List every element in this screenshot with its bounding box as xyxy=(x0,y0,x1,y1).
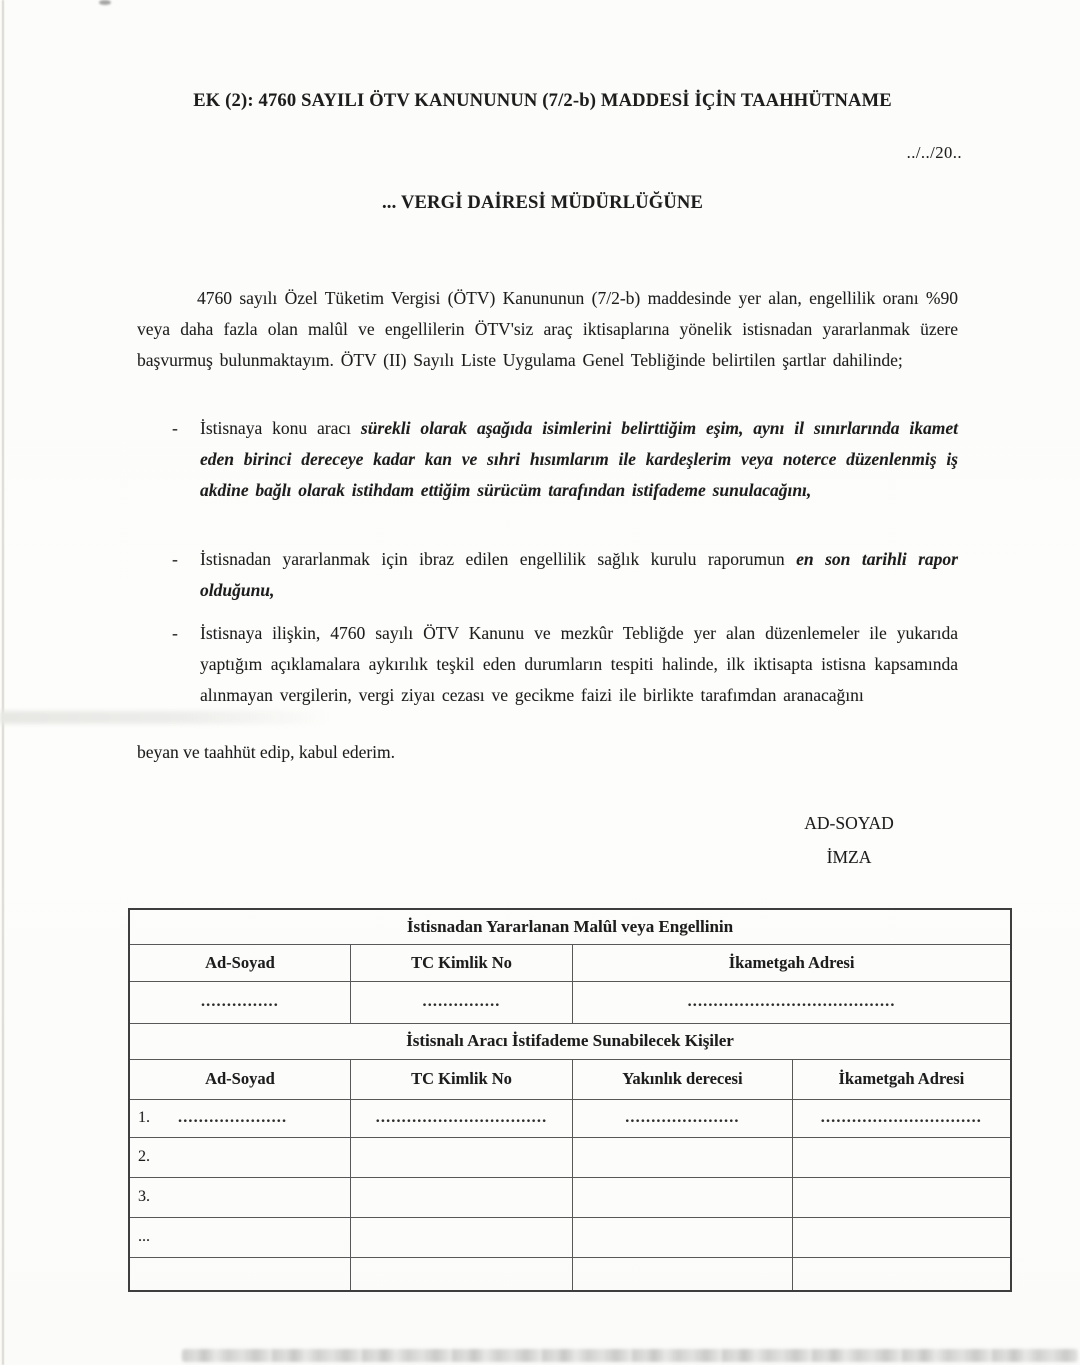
section2-header-degree: Yakınlık derecesi xyxy=(573,1059,793,1099)
intro-paragraph: 4760 sayılı Özel Tüketim Vergisi (ÖTV) Kanununun (7/2-b) maddesinde yer alan, engellilik oranı %90 veya daha fazla olan malûl ve engellilerin ÖTV'siz araç iktisaplarına yönelik istisnadan yararlanmak üzere başvurmuş bulunmaktayım. ÖTV (II) Sayılı Liste Uygulama Genel Tebliğinde belirtilen şartlar dahilinde; xyxy=(137,288,958,370)
scan-bottom-smudge-artifact xyxy=(182,1349,1078,1362)
section2-header-tc: TC Kimlik No xyxy=(350,1059,572,1099)
section2-cell-address xyxy=(792,1177,1011,1217)
row-number: 1. xyxy=(138,1109,150,1126)
bullet-text xyxy=(200,618,958,711)
section2-cell-name xyxy=(129,1137,350,1177)
table-row xyxy=(129,1257,1011,1291)
bullet-item-3 xyxy=(170,618,958,711)
table-row xyxy=(129,1023,1011,1059)
section2-cell-tc xyxy=(350,1177,572,1217)
section2-title: İstisnalı Aracı İstifademe Sunabilecek Kişiler xyxy=(129,1023,1011,1059)
bullet-item-2 xyxy=(170,544,958,606)
bullet-dash: - xyxy=(172,623,178,643)
section2-cell-address: ............................... xyxy=(792,1099,1011,1137)
section2-cell-address xyxy=(792,1137,1011,1177)
section2-cell-degree xyxy=(573,1217,793,1257)
signature-sign-line: İMZA xyxy=(826,847,872,867)
addressee-line: ... VERGİ DAİRESİ MÜDÜRLÜĞÜNE xyxy=(381,193,704,213)
section2-header-name: Ad-Soyad xyxy=(129,1059,350,1099)
bullet-dash: - xyxy=(172,418,178,438)
scan-left-edge-artifact xyxy=(2,0,4,1365)
section2-cell-tc xyxy=(350,1257,572,1291)
section1-header-tc: TC Kimlik No xyxy=(350,944,572,981)
closing-statement: beyan ve taahhüt edip, kabul ederim. xyxy=(137,742,396,762)
section1-cell-name: ............... xyxy=(129,981,350,1023)
table-row xyxy=(129,1099,1011,1137)
section1-title: İstisnadan Yararlanan Malûl veya Engellinin xyxy=(129,909,1011,944)
bullet-item-1 xyxy=(170,413,958,506)
section2-cell-name xyxy=(129,1099,350,1137)
row-number: 2. xyxy=(138,1148,150,1165)
cell-dots xyxy=(160,1265,178,1282)
bullet-dash: - xyxy=(172,549,178,569)
table-row xyxy=(129,944,1011,981)
section1-cell-address: ........................................ xyxy=(573,981,1011,1023)
document-title: EK (2): 4760 SAYILI ÖTV KANUNUNUN (7/2-b) MADDESİ İÇİN TAAHHÜTNAME xyxy=(193,91,892,111)
section1-cell-tc: ............... xyxy=(350,981,572,1023)
section2-header-address: İkametgah Adresi xyxy=(792,1059,1011,1099)
table-row xyxy=(129,909,1011,944)
table-row xyxy=(129,1217,1011,1257)
row-number: 3. xyxy=(138,1188,150,1205)
section2-cell-name xyxy=(129,1217,350,1257)
section2-cell-degree xyxy=(573,1257,793,1291)
signature-block xyxy=(740,806,958,874)
cell-dots xyxy=(160,1188,178,1205)
bullet-text xyxy=(200,413,958,506)
section2-cell-tc xyxy=(350,1137,572,1177)
cell-dots: ..................... xyxy=(178,1109,288,1126)
scan-top-speck-artifact xyxy=(99,0,111,5)
cell-dots xyxy=(160,1228,178,1245)
section2-cell-degree xyxy=(573,1137,793,1177)
section2-cell-name xyxy=(129,1257,350,1291)
section2-cell-tc xyxy=(350,1217,572,1257)
signature-name-line: AD-SOYAD xyxy=(804,813,894,833)
section2-cell-tc: ................................. xyxy=(350,1099,572,1137)
section1-header-name: Ad-Soyad xyxy=(129,944,350,981)
scan-streak-artifact xyxy=(0,711,330,724)
section2-cell-name xyxy=(129,1177,350,1217)
section2-cell-address xyxy=(792,1217,1011,1257)
section2-cell-degree: ...................... xyxy=(573,1099,793,1137)
table-row xyxy=(129,1177,1011,1217)
table-row xyxy=(129,1137,1011,1177)
beneficiary-table xyxy=(128,908,1012,1292)
date-placeholder: ../../20.. xyxy=(906,143,962,162)
section2-cell-degree xyxy=(573,1177,793,1217)
bullet-prefix: İstisnaya ilişkin, 4760 sayılı ÖTV Kanunu ve mezkûr Tebliğde yer alan düzenlemeler ile yukarıda yaptığım açıklamalara aykırılık teşkil eden durumların tespiti halinde, ilk iktisapta istisna kapsamında alınmayan vergilerin, vergi ziyaı cezası ve gecikme faizi ile birlikte tarafımdan aranacağını xyxy=(200,623,958,705)
bullet-emphasis: sürekli olarak aşağıda isimlerini belirttiğim eşim, aynı il sınırlarında ikamet eden birinci dereceye kadar kan ve sıhri hısımlarım ile kardeşlerim veya noterce düzenlenmiş iş akdine bağlı olarak istihdam ettiğim sürücüm tarafından istifademe sunulacağını, xyxy=(200,418,958,500)
table-row xyxy=(129,1059,1011,1099)
section2-cell-address xyxy=(792,1257,1011,1291)
row-number: ... xyxy=(138,1228,150,1245)
section1-header-address: İkametgah Adresi xyxy=(573,944,1011,981)
cell-dots xyxy=(160,1148,178,1165)
bullet-prefix: İstisnadan yararlanmak için ibraz edilen engellilik sağlık kurulu raporumun xyxy=(200,549,797,569)
bullet-emphasis: en son tarihli rapor olduğunu, xyxy=(200,549,958,600)
bullet-prefix: İstisnaya konu aracı xyxy=(200,418,361,438)
table-row xyxy=(129,981,1011,1023)
bullet-text xyxy=(200,544,958,606)
